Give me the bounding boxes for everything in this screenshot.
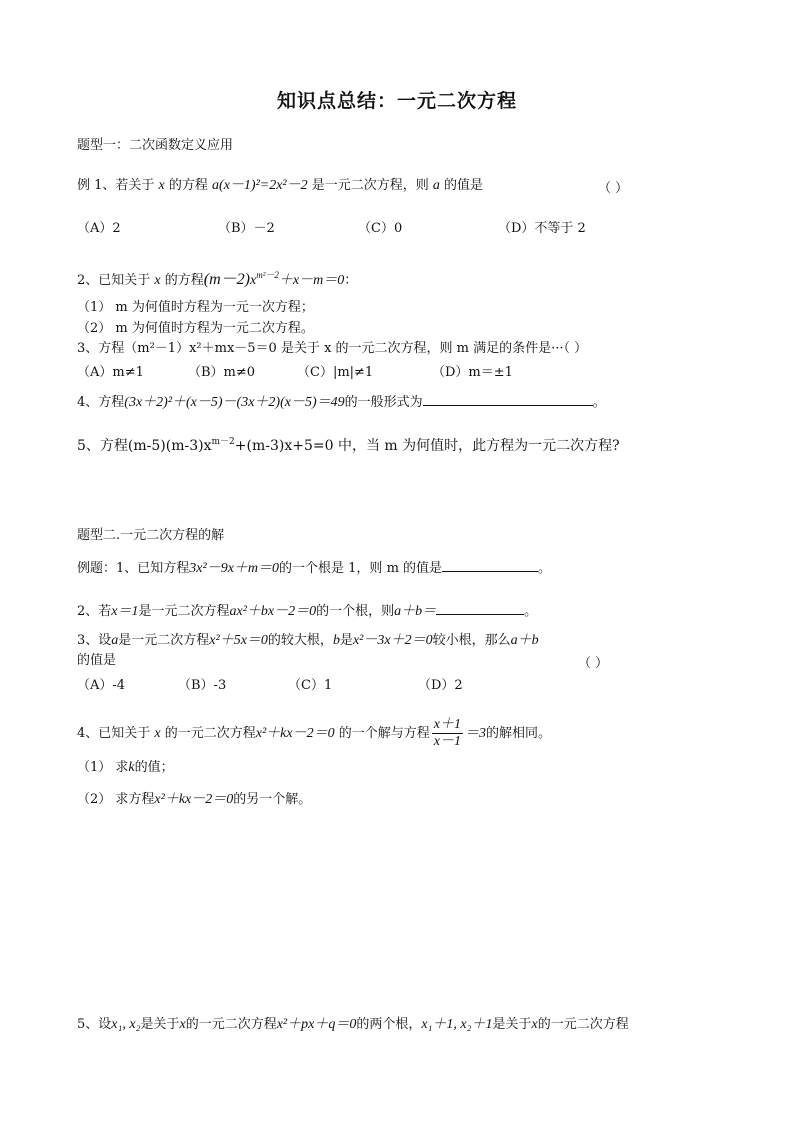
q3-option-d: （D）m＝±1: [432, 365, 513, 380]
text: 是关于: [492, 1017, 532, 1032]
section1-heading: 题型一：二次函数定义应用: [77, 138, 234, 153]
question-2: [77, 263, 357, 293]
equation: x₁, x₂: [111, 1017, 141, 1032]
q3-option-b: （B）-3: [178, 678, 227, 693]
text: 的一个解与方程: [334, 726, 430, 741]
option-d: （D）不等于 2: [498, 221, 586, 236]
exponent: m－2: [211, 437, 235, 447]
text: ：: [344, 273, 358, 288]
text: 2、已知关于: [77, 273, 155, 288]
equation: x²－3x＋2＝0: [352, 633, 433, 648]
text: 是关于: [140, 1017, 180, 1032]
q3-option-c: （C）|m|≠1: [297, 365, 374, 380]
var-b: b: [332, 633, 340, 648]
text: 的一个根，则: [316, 604, 395, 619]
text: 3、设: [77, 633, 112, 648]
equation: (3x＋2)²＋(x－5)－(3x＋2)(x－5)＝49: [124, 395, 345, 410]
text: 的另一个解。: [233, 792, 312, 807]
var-a: a: [111, 633, 119, 648]
section2-heading: 题型二.一元二次方程的解: [77, 528, 225, 543]
question-4-sub-2: [77, 789, 311, 811]
question-3: [77, 630, 539, 652]
text: 5、方程(m-5)(m-3)x: [77, 438, 212, 454]
question-4: [77, 392, 606, 414]
var-a: a: [432, 178, 440, 193]
text: 是一元二次方程: [138, 604, 230, 619]
equation: ax²＋bx－2＝0: [229, 604, 317, 619]
question-5: [77, 433, 620, 455]
question-2-sub-2: （2） m 为何值时方程为一元二次方程。: [77, 321, 314, 336]
question-3-line-2: 的值是: [77, 653, 117, 668]
answer-paren: （ ）: [598, 181, 629, 196]
question-2: [77, 601, 537, 623]
text: 是一元二次方程: [118, 633, 210, 648]
equation: x²＋kx－2＝0: [255, 726, 335, 741]
text: 例 1、若关于: [77, 178, 159, 193]
q3-option-d: （D）2: [418, 678, 463, 693]
var-x: x: [158, 178, 165, 193]
text: 。: [524, 604, 538, 619]
example1-question: [77, 177, 483, 195]
q3-option-b: （B）m≠0: [188, 365, 256, 380]
answer-paren: （ ）: [578, 656, 609, 671]
answer-blank[interactable]: [423, 393, 593, 406]
var-x: x: [531, 1017, 538, 1032]
text: 的一元二次方程: [185, 1017, 277, 1032]
text: 5、设: [77, 1017, 112, 1032]
fraction-denominator: x－1: [433, 734, 461, 749]
equation: 3x²－9x＋m＝0: [189, 561, 280, 576]
text: 。: [592, 395, 606, 410]
answer-blank[interactable]: [436, 602, 524, 615]
text: （1） 求: [77, 760, 129, 775]
var-x: x: [154, 726, 161, 741]
text: 的一元二次方程: [537, 1017, 629, 1032]
text: 2、若: [77, 604, 112, 619]
text: 的解相同。: [485, 726, 551, 741]
var-x: x: [154, 273, 161, 288]
answer-blank[interactable]: [442, 559, 538, 572]
text: 例题：1、已知方程: [77, 561, 190, 576]
text: 的方程: [160, 273, 204, 288]
text: 4、已知关于: [77, 726, 155, 741]
page-title: 知识点总结：一元二次方程: [276, 90, 517, 112]
fraction: [432, 717, 463, 750]
q3-option-c: （C）1: [288, 678, 333, 693]
equation: ＝3: [464, 726, 486, 741]
text: （2） 求方程: [77, 792, 155, 807]
equation-x: x: [249, 273, 257, 288]
text: 的一个根是 1，则 m 的值是: [279, 561, 443, 576]
question-5: [77, 1014, 629, 1036]
example-question-1: [77, 558, 551, 580]
equation-part: (m－2): [203, 271, 250, 288]
text: 的两个根，: [356, 1017, 422, 1032]
q3-option-a: （A）m≠1: [77, 365, 144, 380]
text: 是一元二次方程，则: [307, 178, 433, 193]
equation-exponent: m²－2: [256, 270, 279, 280]
text: 是: [339, 633, 353, 648]
text: 的一般形式为: [344, 395, 423, 410]
option-a: （A）2: [77, 221, 121, 236]
text: 的较大根，: [267, 633, 333, 648]
equation: x²＋kx－2＝0: [154, 792, 234, 807]
question-2-sub-1: （1） m 为何值时方程为一元一次方程；: [77, 300, 314, 315]
question-4: [77, 717, 551, 753]
text: 的方程: [164, 178, 213, 193]
text: 的值是: [439, 178, 484, 193]
text: 的值；: [134, 760, 174, 775]
text: 的一元二次方程: [160, 726, 256, 741]
text: 较小根，那么: [432, 633, 511, 648]
equation: x²＋5x＝0: [209, 633, 268, 648]
equation: a＋b＝: [394, 604, 437, 619]
equation: x＝1: [111, 604, 139, 619]
q3-option-a: （A）-4: [77, 678, 126, 693]
var-x: x: [179, 1017, 186, 1032]
var-k: k: [128, 760, 135, 775]
question-3: 3、方程（m²－1）x²＋mx－5＝0 是关于 x 的一元二次方程，则 m 满足的条件是···（ ）: [77, 341, 588, 356]
option-c: （C）0: [358, 221, 403, 236]
text: 。: [538, 561, 552, 576]
option-b: （B）－2: [218, 221, 275, 236]
equation: a(x－1)²=2x²－2: [212, 178, 308, 193]
equation: x²＋px＋q＝0: [276, 1017, 357, 1032]
fraction-numerator: x＋1: [433, 717, 461, 732]
equation: x₁＋1, x₂＋1: [421, 1017, 493, 1032]
equation: a＋b: [510, 633, 539, 648]
question-4-sub-1: [77, 757, 174, 779]
text: +(m-3)x+5=0 中，当 m 为何值时，此方程为一元二次方程?: [234, 438, 620, 454]
equation-part: ＋x－m＝0: [278, 273, 345, 288]
text: 4、方程: [77, 395, 125, 410]
